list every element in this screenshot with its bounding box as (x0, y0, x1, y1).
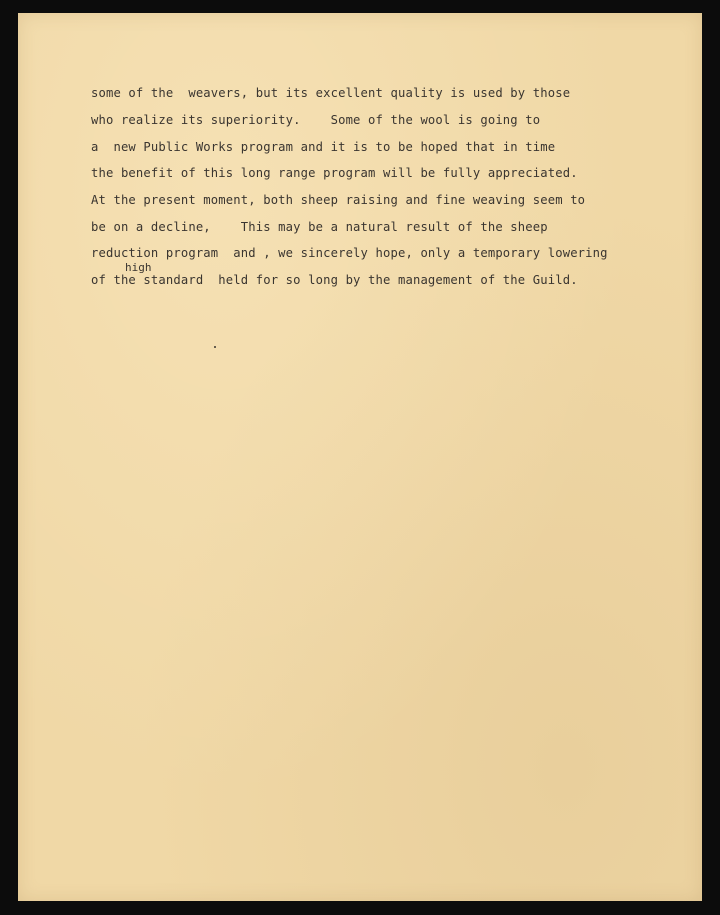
ink-speck (214, 346, 216, 348)
text-line-2: who realize its superiority. Some of the wool is going to (91, 113, 541, 127)
text-line-6: be on a decline, This may be a natural result of the sheep (91, 220, 548, 234)
text-line-4: the benefit of this long range program will be fully appreciated. (91, 166, 578, 180)
typed-page (18, 13, 702, 901)
text-line-3: a new Public Works program and it is to be hoped that in time (91, 140, 556, 154)
text-line-1: some of the weavers, but its excellent quality is used by those (91, 86, 571, 100)
interlinear-insert: high (125, 261, 152, 274)
text-line-7: reduction program and , we sincerely hope, only a temporary lowering (91, 246, 608, 260)
text-line-8: of the standard held for so long by the management of the Guild. (91, 273, 578, 287)
text-line-5: At the present moment, both sheep raising and fine weaving seem to (91, 193, 586, 207)
